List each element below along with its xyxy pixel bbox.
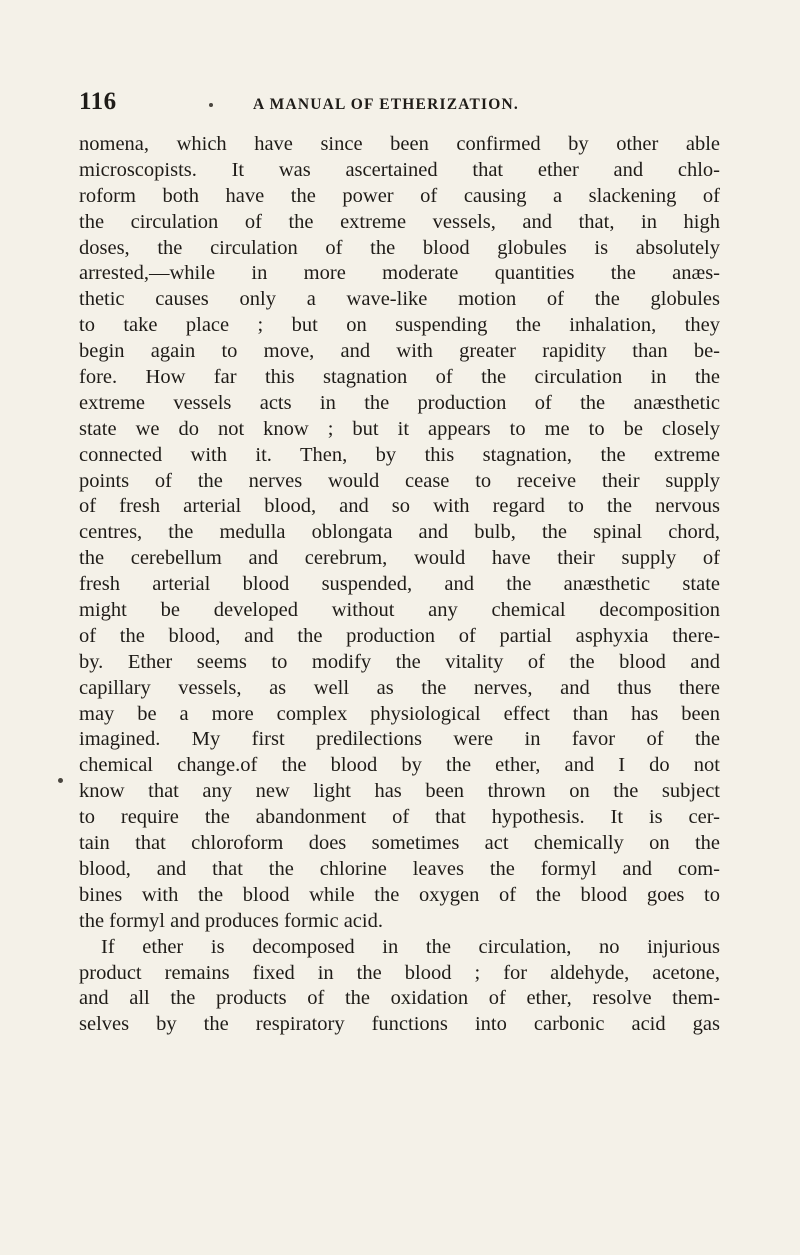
text-line-paragraph-end: the formyl and produces formic acid.: [79, 909, 383, 932]
text-line: by. Ether seems to modify the vitality of the blood and: [79, 650, 720, 673]
text-line: may be a more complex physiological effect than has been: [79, 702, 720, 725]
text-line: of fresh arterial blood, and so with regard to the nervous: [79, 495, 720, 518]
text-line: tain that chloroform does sometimes act chemically on the: [79, 832, 720, 855]
text-line: fore. How far this stagnation of the circulation in the: [79, 366, 720, 389]
text-line: and all the products of the oxidation of ether, resolve them-: [79, 987, 720, 1010]
text-line: know that any new light has been thrown on the subject: [79, 780, 720, 803]
margin-speck: [58, 778, 63, 783]
text-line: selves by the respiratory functions into carbonic acid gas: [79, 1013, 720, 1036]
text-line: imagined. My first predilections were in favor of the: [79, 728, 720, 751]
text-line: the cerebellum and cerebrum, would have their supply of: [79, 547, 720, 570]
text-line: blood, and that the chlorine leaves the formyl and com-: [79, 857, 720, 880]
text-line: begin again to move, and with greater rapidity than be-: [79, 340, 720, 363]
text-line: arrested,—while in more moderate quantities the anæs-: [79, 262, 720, 285]
text-line: thetic causes only a wave-like motion of the globules: [79, 288, 720, 311]
text-line: to require the abandonment of that hypothesis. It is cer-: [79, 806, 720, 829]
text-line: points of the nerves would cease to receive their supply: [79, 469, 720, 492]
text-line: to take place ; but on suspending the inhalation, they: [79, 314, 720, 337]
text-line: might be developed without any chemical decomposition: [79, 599, 720, 622]
text-line: nomena, which have since been confirmed by other able: [79, 133, 720, 155]
text-line: microscopists. It was ascertained that ether and chlo-: [79, 158, 720, 181]
body-text: [79, 132, 720, 1038]
text-line: roform both have the power of causing a slackening of: [79, 184, 720, 207]
header-ornament-dot: [209, 103, 213, 107]
text-line: state we do not know ; but it appears to me to be closely: [79, 417, 720, 440]
running-title: A MANUAL OF ETHERIZATION.: [253, 96, 519, 113]
text-line: chemical change.of the blood by the ether, and I do not: [79, 754, 720, 777]
text-line: doses, the circulation of the blood globules is absolutely: [79, 236, 720, 259]
text-line: capillary vessels, as well as the nerves, and thus there: [79, 676, 720, 699]
text-line: centres, the medulla oblongata and bulb, the spinal chord,: [79, 521, 720, 544]
text-line: connected with it. Then, by this stagnation, the extreme: [79, 443, 720, 466]
text-line: the circulation of the extreme vessels, and that, in high: [79, 210, 720, 233]
text-line: extreme vessels acts in the production of the anæsthetic: [79, 391, 720, 414]
text-line: fresh arterial blood suspended, and the anæsthetic state: [79, 573, 720, 596]
text-line-paragraph-start: If ether is decomposed in the circulation, no injurious: [101, 935, 720, 958]
text-line: product remains fixed in the blood ; for aldehyde, acetone,: [79, 961, 720, 984]
page-header: [79, 88, 719, 124]
text-line: of the blood, and the production of partial asphyxia there-: [79, 624, 720, 647]
page-number: 116: [79, 88, 117, 115]
text-line: bines with the blood while the oxygen of the blood goes to: [79, 883, 720, 906]
